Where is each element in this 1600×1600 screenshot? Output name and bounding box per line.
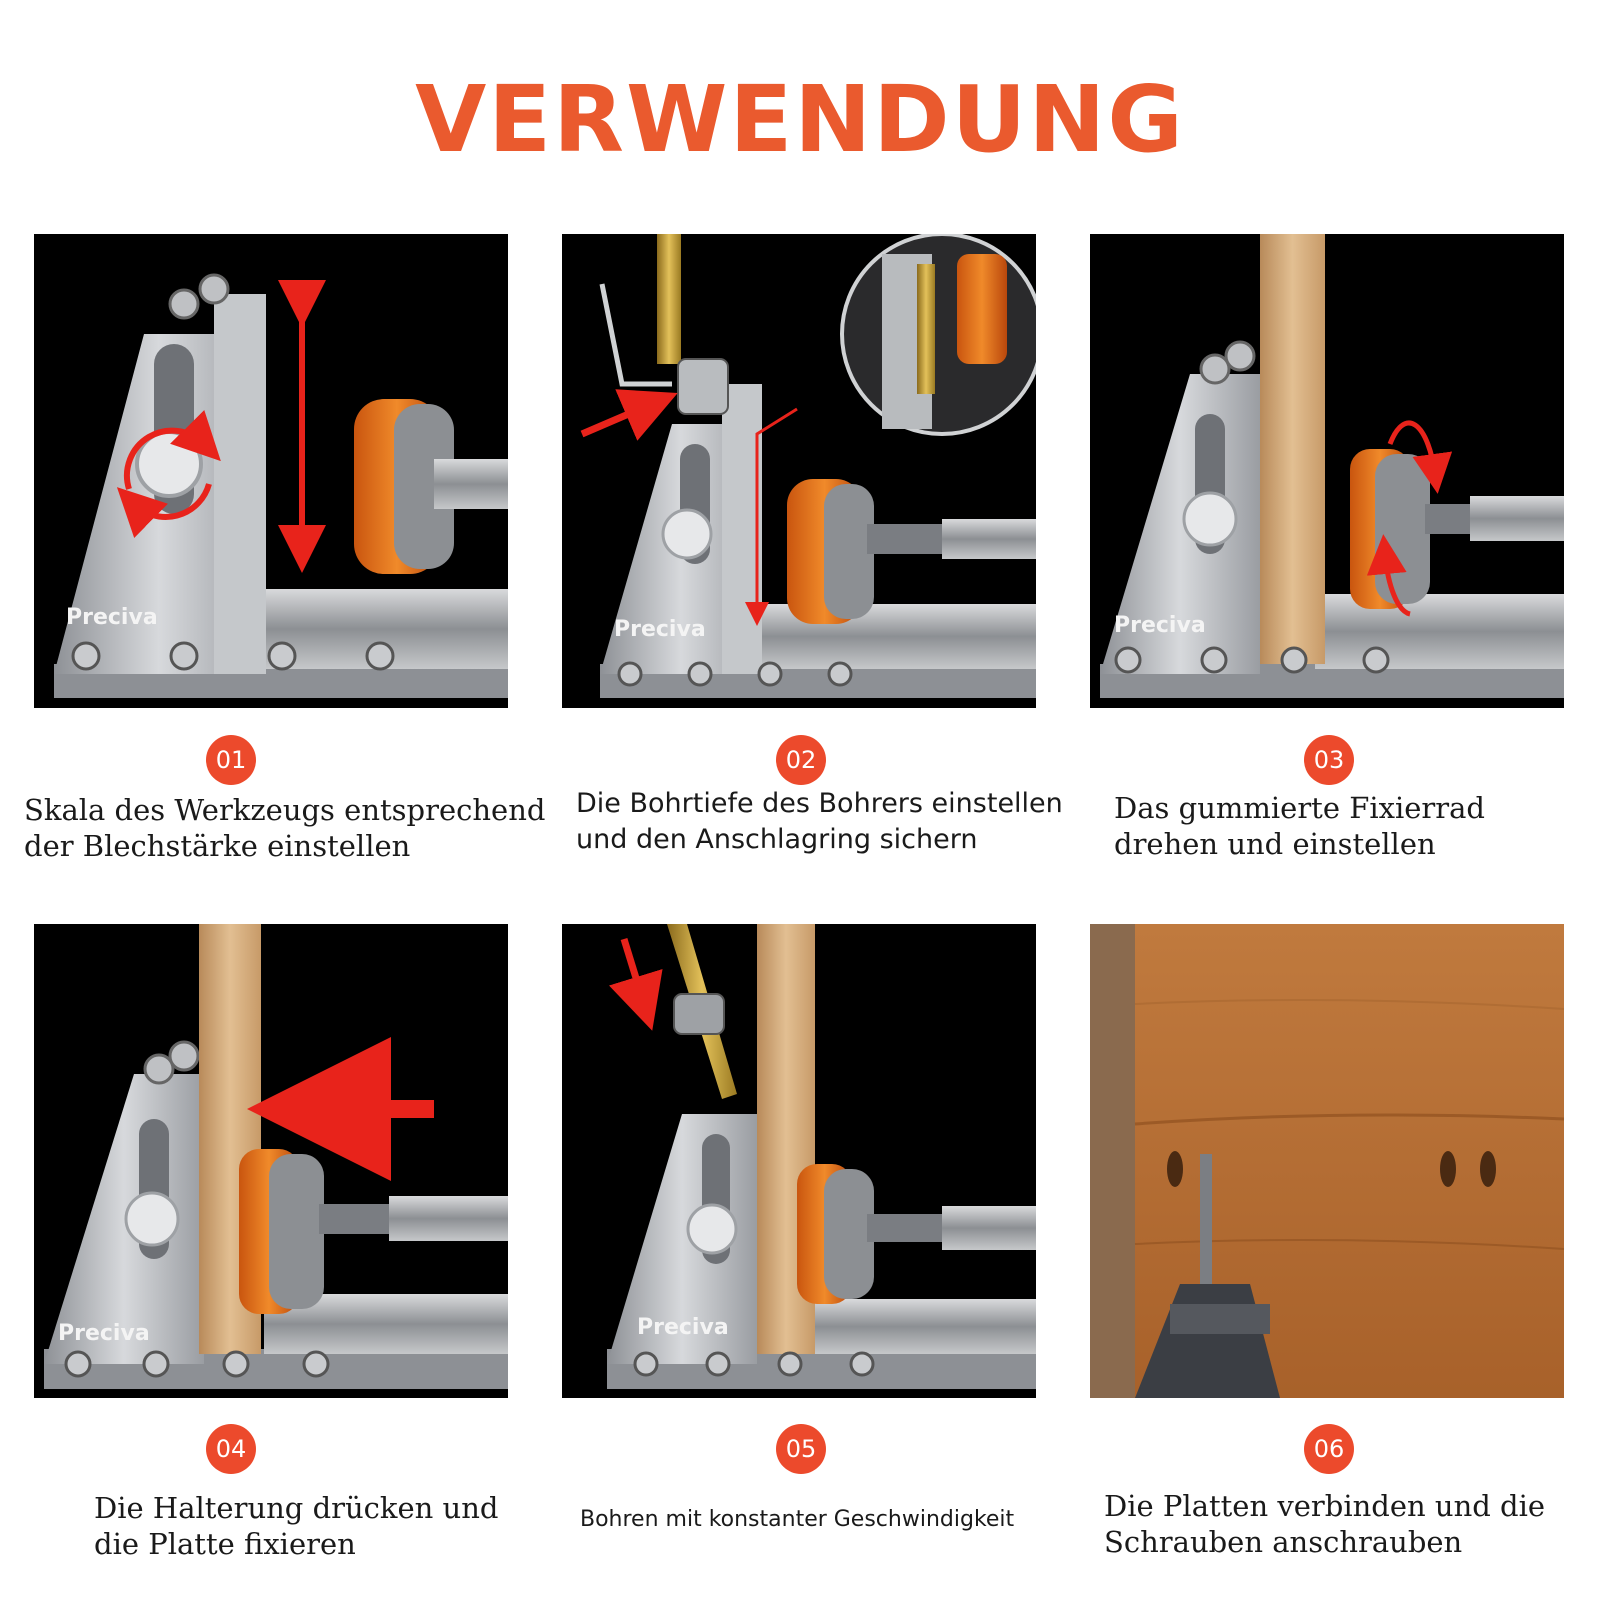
brand-label-3: Preciva [1114,613,1206,638]
brand-label-1: Preciva [66,605,158,630]
step-5-caption: Bohren mit konstanter Geschwindigkeit [580,1507,1015,1532]
step-6-caption: Die Platten verbinden und die Schrauben anschrauben [1104,1489,1546,1559]
step-1-badge: 01 [206,735,256,785]
step-4-caption: Die Halterung drücken und die Platte fixieren [94,1491,499,1561]
step-2-caption: Die Bohrtiefe des Bohrers einstellen und den Anschlagring sichern [576,788,1063,855]
step-3-caption: Das gummierte Fixierrad drehen und einstellen [1114,791,1485,861]
step-6-badge: 06 [1304,1424,1354,1474]
step-4-badge: 04 [206,1424,256,1474]
step-3-badge: 03 [1304,735,1354,785]
step-3-image [1090,234,1564,708]
step-2-badge: 02 [776,735,826,785]
brand-label-5: Preciva [637,1315,729,1340]
brand-label-2: Preciva [614,617,706,642]
step-5-badge: 05 [776,1424,826,1474]
step-6-image [1090,924,1564,1398]
step-4-image [34,924,508,1398]
page-title: VERWENDUNG [415,66,1185,173]
step-5-image [562,924,1036,1398]
step-1-image [34,234,508,708]
step-2-image [562,234,1036,708]
brand-label-4: Preciva [58,1321,150,1346]
step-1-caption: Skala des Werkzeugs entsprechend der Blechstärke einstellen [24,793,546,863]
